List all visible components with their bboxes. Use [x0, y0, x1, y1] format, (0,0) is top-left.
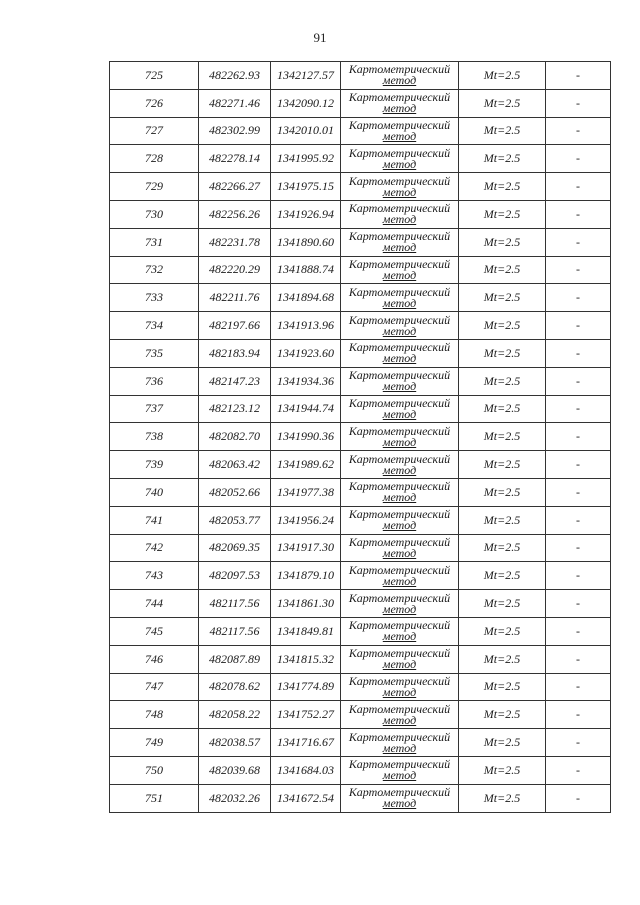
- accuracy-cell: Mt=2.5: [459, 89, 546, 117]
- x-coordinate-cell: 482271.46: [199, 89, 271, 117]
- method-word-line: метод: [382, 379, 417, 394]
- accuracy-cell: Mt=2.5: [459, 617, 546, 645]
- x-coordinate-cell: 482220.29: [199, 256, 271, 284]
- method-name-line: Картометрический: [348, 173, 451, 188]
- y-coordinate-cell: 1341894.68: [271, 284, 341, 312]
- point-number-cell: 729: [110, 173, 199, 201]
- method-cell: [341, 590, 459, 618]
- accuracy-cell: Mt=2.5: [459, 590, 546, 618]
- method-cell: [341, 200, 459, 228]
- point-number-cell: 742: [110, 534, 199, 562]
- accuracy-cell: Mt=2.5: [459, 228, 546, 256]
- table-row: [110, 62, 611, 90]
- method-cell: [341, 784, 459, 812]
- method-word-line: метод: [382, 462, 417, 477]
- x-coordinate-cell: 482231.78: [199, 228, 271, 256]
- point-number-cell: 726: [110, 89, 199, 117]
- note-cell: -: [546, 228, 611, 256]
- method-cell: [341, 701, 459, 729]
- note-cell: -: [546, 339, 611, 367]
- method-word-line: метод: [382, 212, 417, 227]
- accuracy-cell: Mt=2.5: [459, 173, 546, 201]
- method-word-line: метод: [382, 323, 417, 338]
- table-row: [110, 173, 611, 201]
- point-number-cell: 725: [110, 62, 199, 90]
- table-row: [110, 228, 611, 256]
- note-cell: -: [546, 395, 611, 423]
- method-cell: [341, 451, 459, 479]
- accuracy-cell: Mt=2.5: [459, 562, 546, 590]
- method-name-line: Картометрический: [348, 646, 451, 661]
- point-number-cell: 728: [110, 145, 199, 173]
- table-row: [110, 478, 611, 506]
- x-coordinate-cell: 482302.99: [199, 117, 271, 145]
- method-cell: [341, 312, 459, 340]
- method-name-line: Картометрический: [348, 117, 451, 132]
- accuracy-cell: Mt=2.5: [459, 729, 546, 757]
- y-coordinate-cell: 1341989.62: [271, 451, 341, 479]
- accuracy-cell: Mt=2.5: [459, 395, 546, 423]
- note-cell: -: [546, 284, 611, 312]
- method-word-line: метод: [382, 629, 417, 644]
- method-word-line: метод: [382, 684, 417, 699]
- method-cell: [341, 506, 459, 534]
- coordinates-table: [109, 61, 611, 813]
- method-word-line: метод: [382, 573, 417, 588]
- x-coordinate-cell: 482052.66: [199, 478, 271, 506]
- y-coordinate-cell: 1342090.12: [271, 89, 341, 117]
- coordinates-table-body: [110, 62, 611, 813]
- accuracy-cell: Mt=2.5: [459, 506, 546, 534]
- method-name-line: Картометрический: [348, 673, 451, 688]
- point-number-cell: 734: [110, 312, 199, 340]
- method-cell: [341, 89, 459, 117]
- note-cell: -: [546, 784, 611, 812]
- point-number-cell: 727: [110, 117, 199, 145]
- y-coordinate-cell: 1341752.27: [271, 701, 341, 729]
- point-number-cell: 730: [110, 200, 199, 228]
- point-number-cell: 731: [110, 228, 199, 256]
- point-number-cell: 736: [110, 367, 199, 395]
- y-coordinate-cell: 1341944.74: [271, 395, 341, 423]
- point-number-cell: 749: [110, 729, 199, 757]
- method-cell: [341, 617, 459, 645]
- y-coordinate-cell: 1341849.81: [271, 617, 341, 645]
- table-row: [110, 756, 611, 784]
- method-word-line: метод: [382, 712, 417, 727]
- accuracy-cell: Mt=2.5: [459, 673, 546, 701]
- accuracy-cell: Mt=2.5: [459, 256, 546, 284]
- y-coordinate-cell: 1341888.74: [271, 256, 341, 284]
- x-coordinate-cell: 482117.56: [199, 590, 271, 618]
- note-cell: -: [546, 756, 611, 784]
- method-word-line: метод: [382, 406, 417, 421]
- x-coordinate-cell: 482266.27: [199, 173, 271, 201]
- point-number-cell: 746: [110, 645, 199, 673]
- method-name-line: Картометрический: [348, 479, 451, 494]
- table-row: [110, 89, 611, 117]
- note-cell: -: [546, 534, 611, 562]
- method-word-line: метод: [382, 518, 417, 533]
- method-cell: [341, 145, 459, 173]
- method-word-line: метод: [382, 490, 417, 505]
- method-cell: [341, 284, 459, 312]
- x-coordinate-cell: 482211.76: [199, 284, 271, 312]
- method-word-line: метод: [382, 434, 417, 449]
- table-row: [110, 590, 611, 618]
- x-coordinate-cell: 482053.77: [199, 506, 271, 534]
- method-name-line: Картометрический: [348, 284, 451, 299]
- accuracy-cell: Mt=2.5: [459, 423, 546, 451]
- method-cell: [341, 339, 459, 367]
- method-name-line: Картометрический: [348, 256, 451, 271]
- method-word-line: метод: [382, 657, 417, 672]
- table-row: [110, 117, 611, 145]
- y-coordinate-cell: 1341990.36: [271, 423, 341, 451]
- x-coordinate-cell: 482197.66: [199, 312, 271, 340]
- method-name-line: Картометрический: [348, 312, 451, 327]
- method-name-line: Картометрический: [348, 201, 451, 216]
- method-name-line: Картометрический: [348, 590, 451, 605]
- table-row: [110, 339, 611, 367]
- point-number-cell: 744: [110, 590, 199, 618]
- method-cell: [341, 367, 459, 395]
- note-cell: -: [546, 256, 611, 284]
- y-coordinate-cell: 1341890.60: [271, 228, 341, 256]
- table-row: [110, 701, 611, 729]
- method-cell: [341, 62, 459, 90]
- point-number-cell: 745: [110, 617, 199, 645]
- table-row: [110, 256, 611, 284]
- x-coordinate-cell: 482058.22: [199, 701, 271, 729]
- point-number-cell: 740: [110, 478, 199, 506]
- x-coordinate-cell: 482262.93: [199, 62, 271, 90]
- method-name-line: Картометрический: [348, 618, 451, 633]
- note-cell: -: [546, 451, 611, 479]
- point-number-cell: 751: [110, 784, 199, 812]
- note-cell: -: [546, 173, 611, 201]
- table-row: [110, 367, 611, 395]
- y-coordinate-cell: 1341975.15: [271, 173, 341, 201]
- accuracy-cell: Mt=2.5: [459, 117, 546, 145]
- method-word-line: метод: [382, 768, 417, 783]
- note-cell: -: [546, 645, 611, 673]
- point-number-cell: 747: [110, 673, 199, 701]
- accuracy-cell: Mt=2.5: [459, 367, 546, 395]
- point-number-cell: 743: [110, 562, 199, 590]
- table-row: [110, 617, 611, 645]
- method-cell: [341, 478, 459, 506]
- accuracy-cell: Mt=2.5: [459, 784, 546, 812]
- note-cell: -: [546, 200, 611, 228]
- method-name-line: Картометрический: [348, 395, 451, 410]
- point-number-cell: 732: [110, 256, 199, 284]
- y-coordinate-cell: 1341917.30: [271, 534, 341, 562]
- method-cell: [341, 756, 459, 784]
- page-number: 91: [313, 30, 327, 45]
- note-cell: -: [546, 62, 611, 90]
- point-number-cell: 737: [110, 395, 199, 423]
- accuracy-cell: Mt=2.5: [459, 284, 546, 312]
- accuracy-cell: Mt=2.5: [459, 478, 546, 506]
- method-name-line: Картометрический: [348, 368, 451, 383]
- method-cell: [341, 645, 459, 673]
- method-cell: [341, 423, 459, 451]
- accuracy-cell: Mt=2.5: [459, 62, 546, 90]
- method-name-line: Картометрический: [348, 701, 451, 716]
- note-cell: -: [546, 367, 611, 395]
- y-coordinate-cell: 1341926.94: [271, 200, 341, 228]
- method-name-line: Картометрический: [348, 340, 451, 355]
- method-name-line: Картометрический: [348, 785, 451, 800]
- table-row: [110, 145, 611, 173]
- note-cell: -: [546, 590, 611, 618]
- accuracy-cell: Mt=2.5: [459, 339, 546, 367]
- y-coordinate-cell: 1341815.32: [271, 645, 341, 673]
- table-row: [110, 423, 611, 451]
- method-name-line: Картометрический: [348, 729, 451, 744]
- x-coordinate-cell: 482038.57: [199, 729, 271, 757]
- table-row: [110, 784, 611, 812]
- note-cell: -: [546, 617, 611, 645]
- note-cell: -: [546, 312, 611, 340]
- method-word-line: метод: [382, 295, 417, 310]
- method-name-line: Картометрический: [348, 507, 451, 522]
- accuracy-cell: Mt=2.5: [459, 451, 546, 479]
- note-cell: -: [546, 117, 611, 145]
- method-word-line: метод: [382, 601, 417, 616]
- table-row: [110, 284, 611, 312]
- note-cell: -: [546, 145, 611, 173]
- x-coordinate-cell: 482078.62: [199, 673, 271, 701]
- x-coordinate-cell: 482063.42: [199, 451, 271, 479]
- method-cell: [341, 228, 459, 256]
- note-cell: -: [546, 89, 611, 117]
- method-name-line: Картометрический: [348, 229, 451, 244]
- x-coordinate-cell: 482123.12: [199, 395, 271, 423]
- point-number-cell: 748: [110, 701, 199, 729]
- method-word-line: метод: [382, 128, 417, 143]
- accuracy-cell: Mt=2.5: [459, 534, 546, 562]
- note-cell: -: [546, 729, 611, 757]
- y-coordinate-cell: 1342127.57: [271, 62, 341, 90]
- x-coordinate-cell: 482183.94: [199, 339, 271, 367]
- method-name-line: Картометрический: [348, 145, 451, 160]
- method-name-line: Картометрический: [348, 451, 451, 466]
- note-cell: -: [546, 478, 611, 506]
- method-name-line: Картометрический: [348, 757, 451, 772]
- table-row: [110, 395, 611, 423]
- y-coordinate-cell: 1341934.36: [271, 367, 341, 395]
- y-coordinate-cell: 1341684.03: [271, 756, 341, 784]
- method-word-line: метод: [382, 796, 417, 811]
- note-cell: -: [546, 423, 611, 451]
- y-coordinate-cell: 1341956.24: [271, 506, 341, 534]
- accuracy-cell: Mt=2.5: [459, 145, 546, 173]
- method-name-line: Картометрический: [348, 423, 451, 438]
- y-coordinate-cell: 1341913.96: [271, 312, 341, 340]
- method-word-line: метод: [382, 240, 417, 255]
- point-number-cell: 741: [110, 506, 199, 534]
- method-name-line: Картометрический: [348, 562, 451, 577]
- x-coordinate-cell: 482032.26: [199, 784, 271, 812]
- x-coordinate-cell: 482082.70: [199, 423, 271, 451]
- x-coordinate-cell: 482256.26: [199, 200, 271, 228]
- note-cell: -: [546, 673, 611, 701]
- point-number-cell: 750: [110, 756, 199, 784]
- x-coordinate-cell: 482117.56: [199, 617, 271, 645]
- table-row: [110, 451, 611, 479]
- point-number-cell: 738: [110, 423, 199, 451]
- x-coordinate-cell: 482087.89: [199, 645, 271, 673]
- method-name-line: Картометрический: [348, 534, 451, 549]
- y-coordinate-cell: 1341774.89: [271, 673, 341, 701]
- table-row: [110, 312, 611, 340]
- method-name-line: Картометрический: [348, 62, 451, 77]
- y-coordinate-cell: 1341716.67: [271, 729, 341, 757]
- method-word-line: метод: [382, 545, 417, 560]
- accuracy-cell: Mt=2.5: [459, 200, 546, 228]
- method-cell: [341, 534, 459, 562]
- note-cell: -: [546, 562, 611, 590]
- method-word-line: метод: [382, 73, 417, 88]
- accuracy-cell: Mt=2.5: [459, 756, 546, 784]
- method-cell: [341, 117, 459, 145]
- method-cell: [341, 729, 459, 757]
- method-cell: [341, 673, 459, 701]
- method-word-line: метод: [382, 156, 417, 171]
- table-row: [110, 645, 611, 673]
- point-number-cell: 739: [110, 451, 199, 479]
- table-row: [110, 729, 611, 757]
- y-coordinate-cell: 1341861.30: [271, 590, 341, 618]
- method-cell: [341, 173, 459, 201]
- method-cell: [341, 395, 459, 423]
- x-coordinate-cell: 482069.35: [199, 534, 271, 562]
- accuracy-cell: Mt=2.5: [459, 645, 546, 673]
- x-coordinate-cell: 482039.68: [199, 756, 271, 784]
- method-cell: [341, 562, 459, 590]
- note-cell: -: [546, 506, 611, 534]
- y-coordinate-cell: 1341995.92: [271, 145, 341, 173]
- table-row: [110, 673, 611, 701]
- y-coordinate-cell: 1342010.01: [271, 117, 341, 145]
- method-word-line: метод: [382, 184, 417, 199]
- method-name-line: Картометрический: [348, 90, 451, 105]
- method-word-line: метод: [382, 267, 417, 282]
- point-number-cell: 735: [110, 339, 199, 367]
- table-row: [110, 534, 611, 562]
- method-cell: [341, 256, 459, 284]
- method-word-line: метод: [382, 351, 417, 366]
- y-coordinate-cell: 1341977.38: [271, 478, 341, 506]
- table-row: [110, 506, 611, 534]
- table-row: [110, 562, 611, 590]
- note-cell: -: [546, 701, 611, 729]
- x-coordinate-cell: 482278.14: [199, 145, 271, 173]
- method-word-line: метод: [382, 101, 417, 116]
- y-coordinate-cell: 1341923.60: [271, 339, 341, 367]
- y-coordinate-cell: 1341879.10: [271, 562, 341, 590]
- x-coordinate-cell: 482097.53: [199, 562, 271, 590]
- accuracy-cell: Mt=2.5: [459, 701, 546, 729]
- accuracy-cell: Mt=2.5: [459, 312, 546, 340]
- y-coordinate-cell: 1341672.54: [271, 784, 341, 812]
- method-word-line: метод: [382, 740, 417, 755]
- x-coordinate-cell: 482147.23: [199, 367, 271, 395]
- table-row: [110, 200, 611, 228]
- point-number-cell: 733: [110, 284, 199, 312]
